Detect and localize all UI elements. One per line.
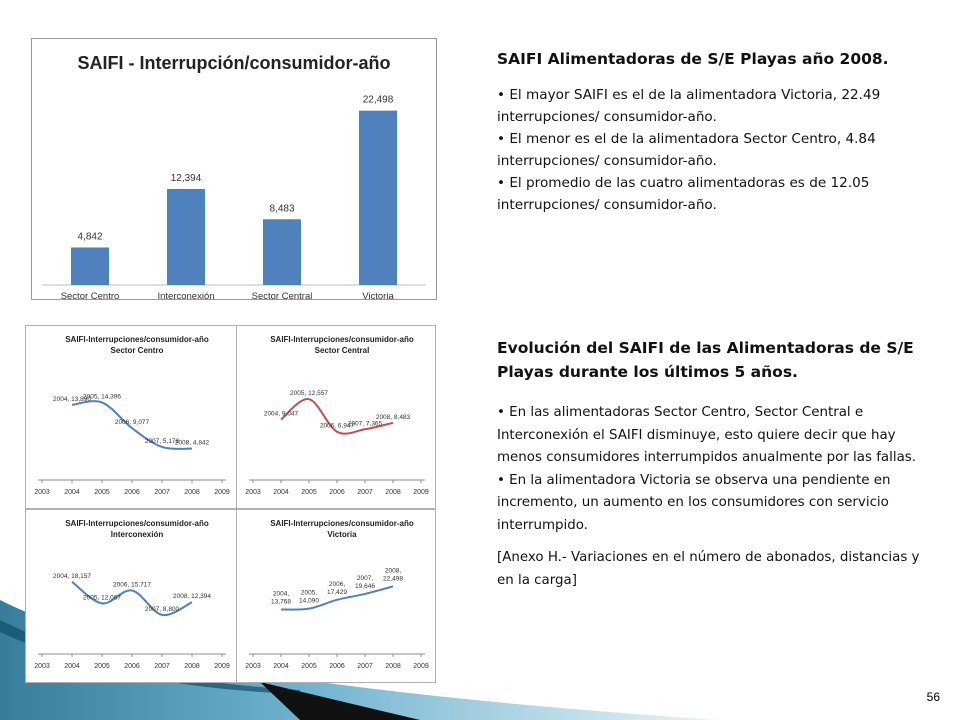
bar: [263, 219, 301, 285]
point-label: 2008, 22,498: [383, 567, 403, 583]
evolution-bullet: • En la alimentadora Victoria se observa una pendiente en incremento, un aumento en los consumidores con servicio interrumpido.: [497, 472, 891, 533]
x-tick-label: 2009: [413, 663, 429, 670]
x-tick-label: 2005: [94, 663, 110, 670]
evolution-text: [497, 336, 927, 605]
x-tick-label: 2008: [184, 489, 200, 496]
x-tick-label: 2007: [154, 663, 170, 670]
point-label: 2004, 13,768: [271, 590, 291, 606]
x-tick-label: 2009: [214, 489, 230, 496]
x-tick-label: Sector Centro: [60, 291, 120, 299]
x-tick-label: 2007: [154, 489, 170, 496]
line-chart-subtitle: Victoria: [327, 530, 357, 539]
annex-note: [Anexo H.- Variaciones en el número de abonados, distancias y en la carga]: [497, 550, 920, 588]
evolution-bullet: • En las alimentadoras Sector Centro, Sector Central e Interconexión el SAIFI disminuye, esto quiere decir que hay menos consumidores interrumpidos anualmente por las fallas.: [497, 405, 917, 465]
x-tick-label: 2003: [34, 489, 50, 496]
evolution-heading: Evolución del SAIFI de las Alimentadoras de S/E Playas durante los últimos 5 años.: [497, 339, 914, 381]
point-label: 2007, 8,800: [144, 605, 180, 613]
x-tick-label: 2006: [329, 489, 345, 496]
x-tick-label: 2007: [357, 489, 373, 496]
bar-chart-title: SAIFI - Interrupción/consumidor-año: [77, 53, 391, 73]
line-chart-title: SAIFI-Interrupciones/consumidor-año: [270, 519, 414, 528]
point-label: 2004, 18,157: [53, 572, 91, 580]
point-label: 2008, 12,394: [173, 593, 211, 601]
x-tick-label: 2008: [385, 489, 401, 496]
point-label: 2005, 14,396: [83, 393, 121, 401]
x-tick-label: 2003: [245, 489, 261, 496]
point-label: 2005, 12,067: [83, 594, 121, 602]
x-tick-label: 2009: [214, 663, 230, 670]
x-tick-label: 2004: [273, 489, 289, 496]
bar: [167, 189, 205, 285]
line-chart-title: SAIFI-Interrupciones/consumidor-año: [65, 335, 209, 344]
line-chart-title: SAIFI-Interrupciones/consumidor-año: [65, 519, 209, 528]
x-tick-label: Victoria: [362, 291, 394, 299]
bar-chart: [32, 39, 436, 299]
line-chart-victoria: [237, 510, 435, 682]
page-number: 56: [926, 690, 940, 704]
x-tick-label: 2007: [357, 663, 373, 670]
x-tick-label: 2004: [64, 489, 80, 496]
point-label: 2006, 17,429: [327, 580, 347, 596]
bar-chart-panel: [31, 38, 437, 300]
point-label: 2004, 13,890: [53, 395, 91, 403]
point-label: 2004, 9,047: [263, 410, 299, 418]
x-tick-label: 2006: [124, 663, 140, 670]
bar: [71, 247, 109, 285]
line-chart-subtitle: Sector Central: [314, 346, 370, 355]
summary-bullet: • El menor es el de la alimentadora Sector Centro, 4.84 interrupciones/ consumidor-año.: [497, 131, 876, 169]
x-tick-label: 2009: [413, 489, 429, 496]
bar: [359, 111, 397, 285]
line-chart-victoria-panel: [236, 509, 436, 683]
x-tick-label: 2006: [329, 663, 345, 670]
x-tick-label: 2005: [94, 489, 110, 496]
x-tick-label: 2006: [124, 489, 140, 496]
point-label: 2006, 6,947: [319, 422, 355, 430]
line-chart-interconexion: [26, 510, 236, 682]
line-chart-interconexion-panel: [25, 509, 237, 683]
summary-bullet: • El mayor SAIFI es el de la alimentadora Victoria, 22.49 interrupciones/ consumidor-año.: [497, 87, 881, 125]
summary-bullet: • El promedio de las cuatro alimentadoras es de 12.05 interrupciones/ consumidor-año.: [497, 175, 870, 213]
bar-data-label: 4,842: [77, 231, 103, 243]
summary-2008-text: [497, 48, 927, 216]
summary-heading: SAIFI Alimentadoras de S/E Playas año 2008.: [497, 50, 889, 68]
x-tick-label: 2004: [273, 663, 289, 670]
line-chart-sector-centro: [26, 326, 236, 508]
line-chart-sector-centro-panel: [25, 325, 237, 509]
line-chart-subtitle: Interconexión: [110, 530, 164, 539]
x-tick-label: 2008: [385, 663, 401, 670]
point-label: 2006, 15,717: [113, 581, 151, 589]
bar-data-label: 22,498: [362, 94, 394, 106]
x-tick-label: 2004: [64, 663, 80, 670]
x-tick-label: Sector Central: [251, 291, 313, 299]
x-tick-label: 2003: [34, 663, 50, 670]
point-label: 2008, 4,842: [174, 439, 210, 447]
x-tick-label: 2005: [301, 489, 317, 496]
line-chart-title: SAIFI-Interrupciones/consumidor-año: [270, 335, 414, 344]
x-tick-label: Interconexión: [157, 291, 215, 299]
x-tick-label: 2005: [301, 663, 317, 670]
point-label: 2005, 12,557: [290, 390, 328, 398]
line-chart-subtitle: Sector Centro: [110, 346, 164, 355]
x-tick-label: 2003: [245, 663, 261, 670]
line-chart-sector-central-panel: [236, 325, 436, 509]
point-label: 2007, 7,365: [347, 420, 383, 428]
point-label: 2006, 9,077: [114, 419, 150, 427]
point-label: 2005, 14,090: [299, 589, 319, 605]
x-tick-label: 2008: [184, 663, 200, 670]
line-chart-sector-central: [237, 326, 435, 508]
bar-data-label: 8,483: [269, 203, 295, 215]
point-label: 2008, 8,483: [375, 413, 411, 421]
bar-data-label: 12,394: [170, 172, 202, 184]
point-label: 2007, 5,178: [144, 437, 180, 445]
point-label: 2007, 19,646: [355, 574, 375, 590]
